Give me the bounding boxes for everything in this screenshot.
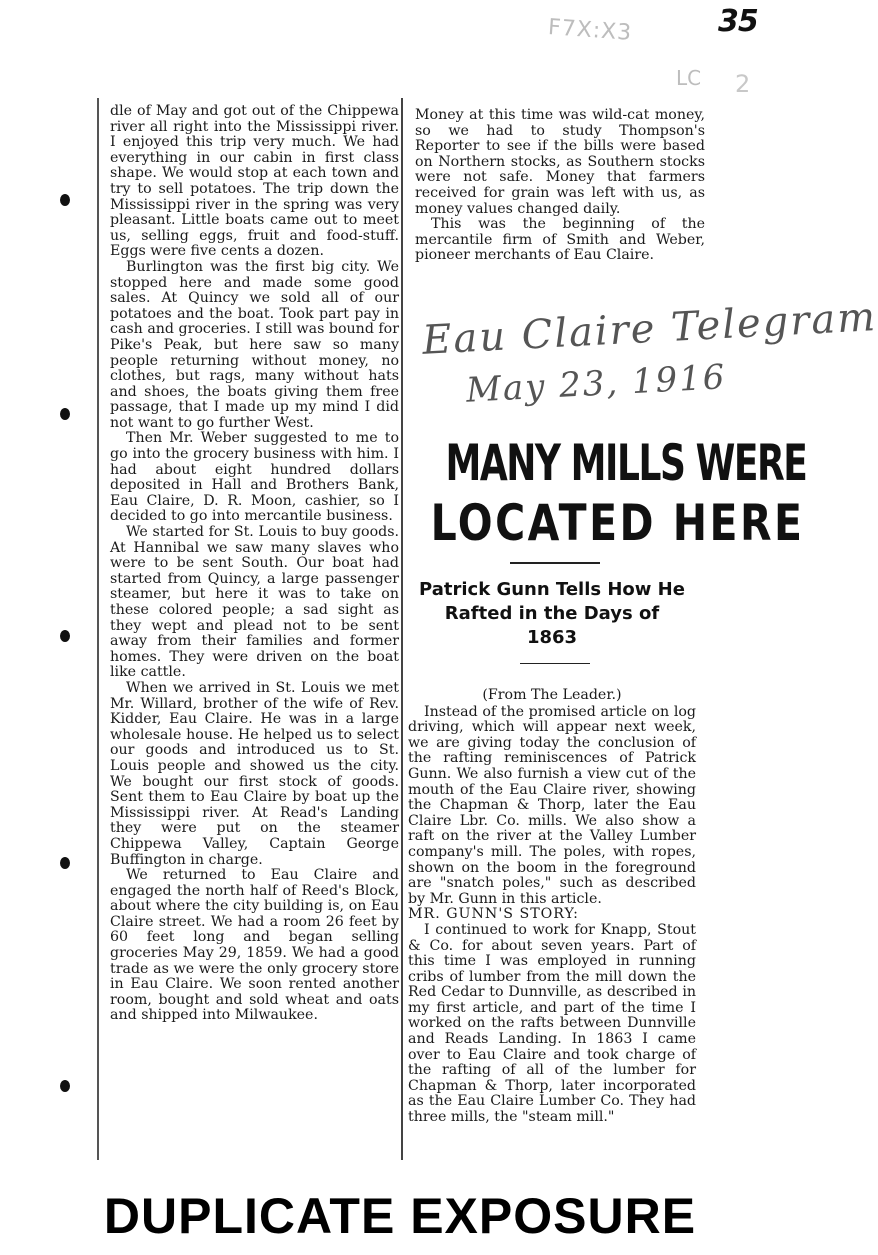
archive-mark-number: 2 bbox=[735, 70, 751, 98]
subheadline-line-3: 1863 bbox=[526, 627, 578, 648]
subheadline bbox=[404, 578, 700, 650]
handwritten-newspaper-name: Eau Claire Telegram bbox=[421, 294, 878, 364]
paragraph: This was the beginning of the mercantile firm of Smith and Weber, pioneer merchants of Eau Claire. bbox=[415, 216, 705, 264]
column-rule-middle bbox=[401, 98, 403, 1160]
paragraph: Burlington was the first big city. We stopped here and made some good sales. At Quincy we sold all of our potatoes and the boat. Took part pay in cash and groceries. I still was bound for Pike's Peak, but here saw so many people returning without money, no clothes, but rags, many without hats and shoes, the boats giving them free passage, that I made up my mind I did not want to go further West. bbox=[110, 258, 399, 431]
headline-line-1: MANY MILLS WERE bbox=[445, 434, 807, 492]
margin-bullet bbox=[60, 408, 70, 420]
paragraph: Then Mr. Weber suggested to me to go into the grocery business with him. I had about eight hundred dollars deposited in Hall and Brothers Bank, Eau Claire, D. R. Moon, cashier, so I decided to go into mercantile business. bbox=[110, 430, 399, 525]
duplicate-exposure-stamp: DUPLICATE EXPOSURE bbox=[0, 1178, 800, 1255]
article-intro: Instead of the promised article on log driving, which will appear next week, we are giving today the conclusion of the rafting reminiscences of Patrick Gunn. We also furnish a view cut of the mouth of the Eau Claire river, showing the Chapman & Thorp, later the Eau Claire Lbr. Co. mills. We also show a raft on the river at the Valley Lumber company's mill. The poles, with ropes, shown on the boom in the foreground are "snatch poles," such as described by Mr. Gunn in this article. bbox=[408, 703, 696, 907]
page-number: 35 bbox=[718, 4, 758, 39]
paragraph: We returned to Eau Claire and engaged the north half of Reed's Block, about where the city building is, on Eau Claire street. We had a room 26 feet by 60 feet long and began selling groceries May 29, 1859. We had a good trade as we were the only grocery store in Eau Claire. We soon rented another room, bought and sold wheat and oats and shipped into Milwaukee. bbox=[110, 867, 399, 1024]
subheadline-line-2: Rafted in the Days of bbox=[444, 603, 660, 624]
headline-line-2: LOCATED HERE bbox=[430, 494, 805, 552]
article-body bbox=[408, 688, 696, 1126]
column-rule-left bbox=[97, 98, 99, 1160]
article-story: I continued to work for Knapp, Stout & Co. for about seven years. Part of this time I was employed in running cribs of lumber from the mill down the Red Cedar to Dunnville, as described in my first article, and part of the time I worked on the rafts between Dunnville and Reads Landing. In 1863 I came over to Eau Claire and took charge of the rafting of all of the lumber for Chapman & Thorp, later incorporated as the Eau Claire Lumber Co. They had three mills, the "steam mill." bbox=[408, 921, 696, 1126]
left-column bbox=[110, 104, 399, 1024]
margin-bullet bbox=[60, 1080, 70, 1092]
paragraph: We started for St. Louis to buy goods. At Hannibal we saw many slaves who were to be sent South. Our boat had started from Quincy, a large passenger steamer, but here it was to take on these colored people; a sad sight as they wept and plead not to be sent away from their families and former homes. They were driven on the boat like cattle. bbox=[110, 524, 399, 681]
margin-bullet bbox=[60, 630, 70, 642]
paragraph: When we arrived in St. Louis we met Mr. Willard, brother of the wife of Rev. Kidder, Eau Claire. He was in a large wholesale house. He helped us to select our goods and introduced us to St. Louis people and showed us the city. We bought our first stock of goods. Sent them to Eau Claire by boat up the Mississippi river. At Read's Landing they were put on the steamer Chippewa Valley, Captain George Buffington in charge. bbox=[110, 679, 399, 868]
archive-mark: F7X:X3 bbox=[547, 15, 633, 46]
article-source: (From The Leader.) bbox=[482, 687, 622, 703]
handwritten-date: May 23, 1916 bbox=[465, 357, 728, 411]
margin-bullet bbox=[60, 857, 70, 869]
paragraph: dle of May and got out of the Chippewa river all right into the Mississippi river. I enjoyed this trip very much. We had everything in our cabin in first class shape. We would stop at each town and try to sell potatoes. The trip down the Mississippi river in the spring was very pleasant. Little boats came out to meet us, selling eggs, fruit and food-stuff. Eggs were five cents a dozen. bbox=[110, 103, 399, 260]
section-heading: MR. GUNN'S STORY: bbox=[408, 906, 579, 923]
subheadline-divider bbox=[520, 663, 590, 664]
archive-mark-lc: LC bbox=[676, 66, 702, 90]
paragraph: Money at this time was wild-cat money, so we had to study Thompson's Reporter to see if the bills were based on Northern stocks, as Southern stocks were not safe. Money that farmers received for grain was left with us, as money values changed daily. bbox=[415, 107, 705, 217]
margin-bullet bbox=[60, 194, 70, 206]
right-column-top bbox=[415, 108, 705, 264]
headline-divider bbox=[510, 562, 600, 564]
subheadline-line-1: Patrick Gunn Tells How He bbox=[419, 579, 685, 600]
